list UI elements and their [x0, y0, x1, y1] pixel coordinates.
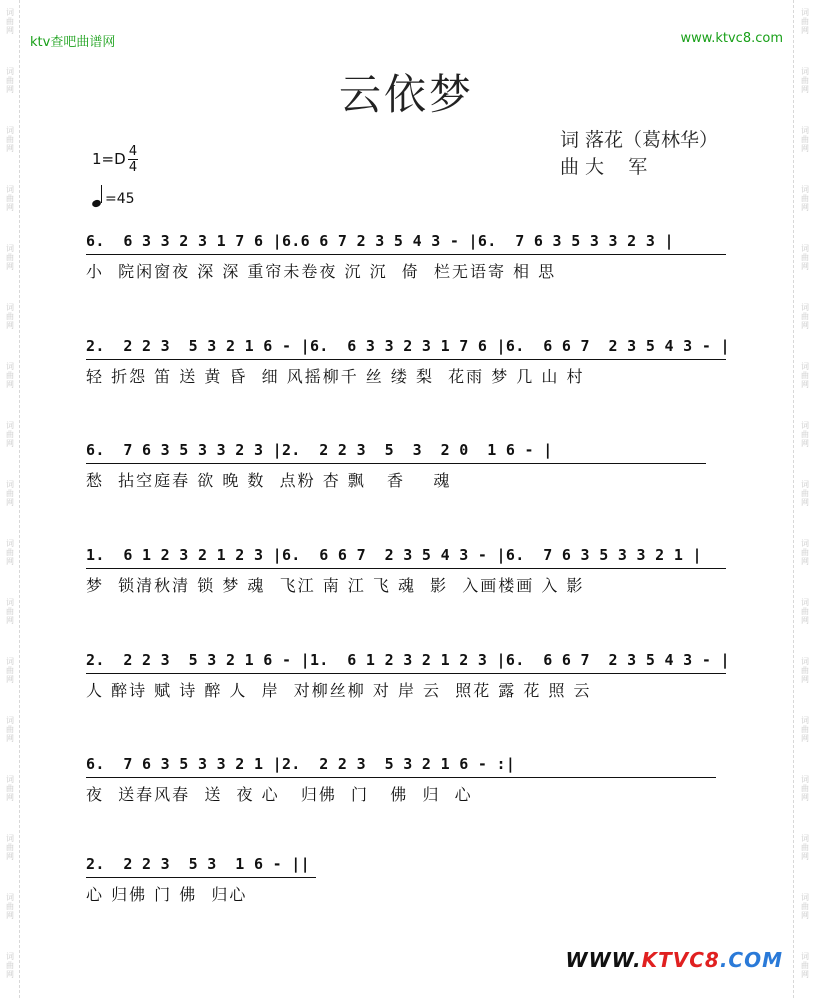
music-line-1 — [0, 232, 813, 302]
side-watermark-mark: 词 曲 网 — [801, 8, 809, 35]
music-line-7 — [0, 855, 813, 925]
beat-underline — [86, 877, 316, 878]
notation-row: 6. 7 6 3 5 3 3 2 1 |2. 2 2 3 5 3 2 1 6 - :| — [86, 755, 516, 773]
side-watermark-mark: 词 曲 网 — [801, 657, 809, 684]
logo-part-tld: .COM — [719, 948, 783, 972]
side-watermark-mark: 词 曲 网 — [801, 539, 809, 566]
side-watermark-mark: 词 曲 网 — [801, 952, 809, 979]
song-credits — [560, 127, 718, 181]
music-line-5 — [0, 651, 813, 721]
side-watermark-mark: 词 曲 网 — [6, 834, 14, 861]
side-watermark-mark: 词 曲 网 — [6, 126, 14, 153]
site-url-link[interactable]: www.ktvc8.com — [680, 31, 783, 46]
side-watermark-mark: 词 曲 网 — [801, 67, 809, 94]
side-watermark-mark: 词 曲 网 — [801, 126, 809, 153]
side-watermark-mark: 词 曲 网 — [6, 952, 14, 979]
side-watermark-mark: 词 曲 网 — [6, 185, 14, 212]
lyric-row: 心 归佛 门 佛 归心 — [86, 885, 248, 904]
lyric-row: 夜 送春风春 送 夜 心 归佛 门 佛 归 心 — [86, 785, 473, 804]
lyric-row: 人 醉诗 赋 诗 醉 人 岸 对柳丝柳 对 岸 云 照花 露 花 照 云 — [86, 681, 592, 700]
notation-row: 1. 6 1 2 3 2 1 2 3 |6. 6 6 7 2 3 5 4 3 - |6. 7 6 3 5 3 3 2 1 | — [86, 546, 702, 564]
beat-underline — [86, 777, 716, 778]
key-signature: 1=D — [92, 150, 126, 168]
side-watermark-mark: 词 曲 网 — [801, 775, 809, 802]
notation-row: 2. 2 2 3 5 3 2 1 6 - |1. 6 1 2 3 2 1 2 3 |6. 6 6 7 2 3 5 4 3 - | — [86, 651, 730, 669]
time-signature — [128, 144, 138, 175]
side-watermark-mark: 词 曲 网 — [801, 893, 809, 920]
side-watermark-mark: 词 曲 网 — [6, 893, 14, 920]
side-watermark-mark: 词 曲 网 — [801, 480, 809, 507]
notation-row: 6. 6 3 3 2 3 1 7 6 |6.6 6 7 2 3 5 4 3 - |6. 7 6 3 5 3 3 2 3 | — [86, 232, 674, 250]
side-watermark-mark: 词 曲 网 — [6, 716, 14, 743]
side-watermark-mark: 词 曲 网 — [6, 421, 14, 448]
logo-part-www: WWW. — [565, 948, 642, 972]
side-watermark-mark: 词 曲 网 — [6, 67, 14, 94]
lyric-row: 愁 拈空庭春 欲 晚 数 点粉 杏 飘 香 魂 — [86, 471, 452, 490]
lyricist-line: 词 落花（葛林华） — [560, 129, 719, 151]
side-watermark-mark: 词 曲 网 — [801, 185, 809, 212]
notation-row: 2. 2 2 3 5 3 1 6 - || — [86, 855, 310, 873]
time-bottom: 4 — [128, 160, 138, 175]
lyric-row: 小 院闲窗夜 深 深 重帘未卷夜 沉 沉 倚 栏无语寄 相 思 — [86, 262, 557, 281]
side-watermark-mark: 词 曲 网 — [6, 480, 14, 507]
side-watermark-mark: 词 曲 网 — [801, 421, 809, 448]
music-line-6 — [0, 755, 813, 825]
side-watermark-mark: 词 曲 网 — [801, 362, 809, 389]
side-watermark-mark: 词 曲 网 — [6, 303, 14, 330]
logo-part-name: KTVC8 — [641, 948, 720, 972]
beat-underline — [86, 568, 726, 569]
lyric-row: 梦 锁清秋清 锁 梦 魂 飞江 南 江 飞 魂 影 入画楼画 入 影 — [86, 576, 585, 595]
time-top: 4 — [128, 144, 138, 159]
side-watermark-mark: 词 曲 网 — [801, 834, 809, 861]
side-watermark-mark: 词 曲 网 — [6, 362, 14, 389]
tempo-value: =45 — [105, 191, 135, 207]
lyric-row: 轻 折怨 笛 送 黄 昏 细 风摇柳千 丝 缕 梨 花雨 梦 几 山 村 — [86, 367, 585, 386]
composer-line: 曲 大 军 — [560, 156, 648, 178]
beat-underline — [86, 359, 726, 360]
beat-underline — [86, 254, 726, 255]
side-watermark-mark: 词 曲 网 — [801, 716, 809, 743]
beat-underline — [86, 463, 706, 464]
music-line-4 — [0, 546, 813, 616]
side-watermark-mark: 词 曲 网 — [6, 539, 14, 566]
side-watermark-mark: 词 曲 网 — [6, 775, 14, 802]
tempo-marking — [92, 185, 135, 207]
song-title: 云依梦 — [338, 70, 474, 119]
side-watermark-mark: 词 曲 网 — [6, 244, 14, 271]
music-line-3 — [0, 441, 813, 511]
quarter-note-icon — [92, 185, 104, 207]
side-watermark-mark: 词 曲 网 — [6, 8, 14, 35]
notation-row: 2. 2 2 3 5 3 2 1 6 - |6. 6 3 3 2 3 1 7 6 |6. 6 6 7 2 3 5 4 3 - | — [86, 337, 730, 355]
side-watermark-mark: 词 曲 网 — [6, 657, 14, 684]
side-watermark-mark: 词 曲 网 — [801, 598, 809, 625]
side-watermark-mark: 词 曲 网 — [801, 244, 809, 271]
side-watermark-mark: 词 曲 网 — [801, 303, 809, 330]
beat-underline — [86, 673, 726, 674]
site-name-link[interactable]: ktv查吧曲谱网 — [30, 35, 116, 50]
side-watermark-mark: 词 曲 网 — [6, 598, 14, 625]
music-line-2 — [0, 337, 813, 407]
notation-row: 6. 7 6 3 5 3 3 2 3 |2. 2 2 3 5 3 2 0 1 6 - | — [86, 441, 553, 459]
footer-logo[interactable] — [566, 948, 783, 972]
